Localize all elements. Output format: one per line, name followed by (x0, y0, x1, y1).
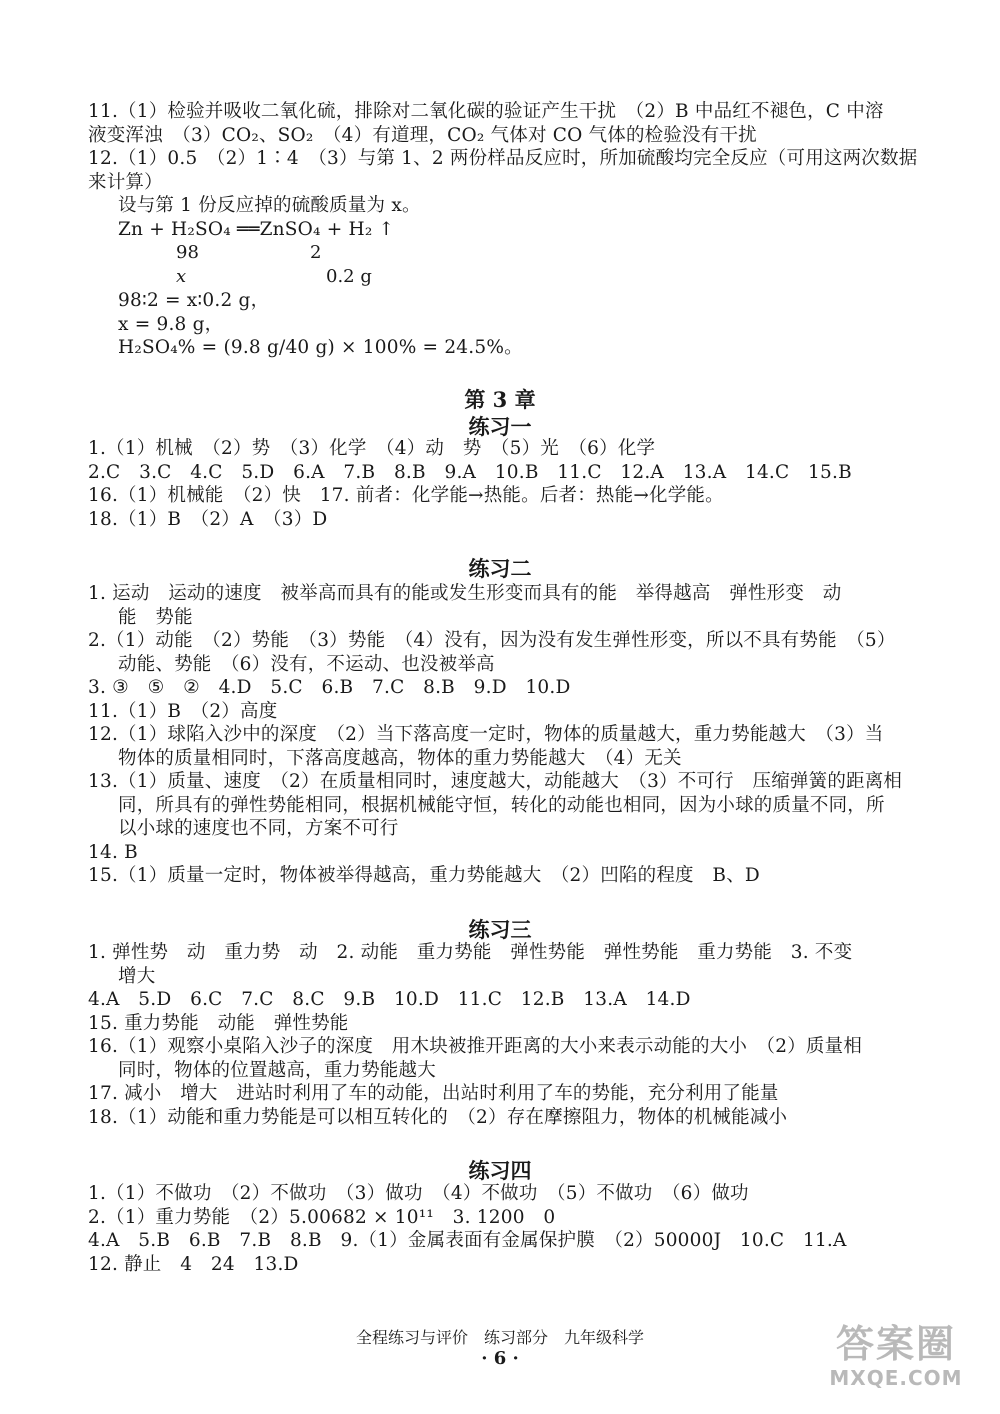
answer-line: 14. B (88, 841, 138, 863)
answer-line: 16.（1）机械能 （2）快 17. 前者：化学能→热能。后者：热能→化学能。 (88, 485, 724, 506)
answer-line: 16.（1）观察小桌陷入沙子的深度 用木块被推开距离的大小来表示动能的大小 （2）质量相 (88, 1036, 863, 1057)
exercise-1-title: 练习一 (468, 414, 532, 439)
answer-line: 13.（1）质量、速度 （2）在质量相同时，速度越大，动能越大 （3）不可行 压缩弹簧的距离相 (88, 771, 903, 792)
watermark-en: MXQE.COM (829, 1366, 963, 1390)
equation-row (88, 265, 908, 289)
answer-line: 同，所具有的弹性势能相同，根据机械能守恒，转化的动能也相同，因为小球的质量不同，所 (118, 794, 885, 816)
answer-line: 1. 弹性势 动 重力势 动 2. 动能 重力势能 弹性势能 弹性势能 重力势能 3. 不变 (88, 942, 853, 963)
answer-line: 3. ③ ⑤ ② 4.D 5.C 6.B 7.C 8.B 9.D 10.D (88, 677, 571, 698)
watermark-logo (806, 1322, 986, 1402)
answer-line: 增大 (118, 965, 156, 987)
chapter-title: 第 3 章 (464, 387, 536, 412)
answer-line: 来计算） (88, 171, 163, 193)
answers-11-12 (88, 100, 918, 360)
answer-line: 1.（1）机械 （2）势 （3）化学 （4）动 势 （5）光 （6）化学 (88, 438, 656, 459)
footer-caption: 全程练习与评价 练习部分 九年级科学 (355, 1328, 644, 1347)
answer-line: 18.（1）动能和重力势能是可以相互转化的 （2）存在摩擦阻力，物体的机械能减小 (88, 1106, 788, 1128)
exercise-2-answers (88, 582, 918, 888)
answer-line: 11.（1）检验并吸收二氧化硫，排除对二氧化碳的验证产生干扰 （2）B 中品红不褪色，C 中溶 (88, 101, 884, 122)
answer-line: x = 9.8 g， (118, 313, 224, 335)
exercise-3-title: 练习三 (468, 917, 532, 942)
answer-line: 1.（1）不做功 （2）不做功 （3）做功 （4）不做功 （5）不做功 （6）做功 (88, 1183, 749, 1204)
answer-line: 以小球的速度也不同，方案不可行 (118, 818, 399, 839)
answer-line: 12.（1）球陷入沙中的深度 （2）当下落高度一定时，物体的质量越大，重力势能越大 （3）当 (88, 724, 884, 745)
exercise-2-title: 练习二 (468, 556, 532, 581)
answer-line: 动能、势能 （6）没有，不运动、也没被举高 (118, 653, 495, 675)
answer-line: 同时，物体的位置越高，重力势能越大 (118, 1059, 436, 1081)
page-number: · 6 · (481, 1348, 519, 1369)
answer-line: 12.（1）0.5 （2）1∶4 （3）与第 1、2 两份样品反应时，所加硫酸均完全反应（可用这两次数据 (88, 148, 918, 169)
exercise-4-answers (88, 1182, 918, 1276)
exercise-3-answers (88, 941, 918, 1129)
answer-line: 4.A 5.B 6.B 7.B 8.B 9.（1）金属表面有金属保护膜 （2）50000J 10.C 11.A (88, 1230, 847, 1251)
chemical-equation: Zn + H₂SO₄ ══ZnSO₄ + H₂ ↑ (118, 218, 395, 240)
answer-line: 2.C 3.C 4.C 5.D 6.A 7.B 8.B 9.A 10.B 11.C 12.A 13.A 14.C 15.B (88, 461, 852, 483)
answer-line: 4.A 5.D 6.C 7.C 8.C 9.B 10.D 11.C 12.B 13.A 14.D (88, 989, 691, 1010)
molar-mass-h2: 2 (310, 242, 322, 263)
answer-line: 2.（1）动能 （2）势能 （3）势能 （4）没有，因为没有发生弹性形变，所以不具有势能 （5） (88, 630, 896, 651)
answer-line: 15. 重力势能 动能 弹性势能 (88, 1012, 349, 1034)
answer-line: 2.（1）重力势能 （2）5.00682 × 10¹¹ 3. 1200 0 (88, 1206, 556, 1228)
answer-line: 15.（1）质量一定时，物体被举得越高，重力势能越大 （2）凹陷的程度 B、D (88, 865, 760, 886)
answer-line: 能 势能 (118, 606, 193, 628)
exercise-1-answers (88, 437, 918, 531)
equation-row (88, 241, 908, 265)
mass-h2: 0.2 g (326, 266, 372, 287)
molar-mass-h2so4: 98 (176, 242, 199, 263)
exercise-4-title: 练习四 (468, 1158, 532, 1183)
answer-line: 98∶2 = x∶0.2 g， (118, 290, 270, 311)
unknown-x: x (176, 266, 187, 287)
answer-line: 物体的质量相同时，下落高度越高，物体的重力势能越大 （4）无关 (118, 747, 682, 769)
answer-line: 11.（1）B （2）高度 (88, 700, 278, 722)
answer-line: H₂SO₄% = (9.8 g/40 g) × 100% = 24.5%。 (118, 337, 523, 358)
answer-line: 18.（1）B （2）A （3）D (88, 508, 328, 530)
answer-line: 设与第 1 份反应掉的硫酸质量为 x。 (118, 195, 421, 216)
answer-line: 12. 静止 4 24 13.D (88, 1253, 299, 1275)
watermark-cn: 答案圈 (835, 1322, 956, 1366)
answer-line: 17. 减小 增大 进站时利用了车的动能，出站时利用了车的势能，充分利用了能量 (88, 1083, 779, 1104)
answer-line: 1. 运动 运动的速度 被举高而具有的能或发生形变而具有的能 举得越高 弹性形变 动 (88, 583, 842, 604)
answer-line: 液变浑浊 （3）CO₂、SO₂ （4）有道理，CO₂ 气体对 CO 气体的检验没有干扰 (88, 124, 757, 146)
